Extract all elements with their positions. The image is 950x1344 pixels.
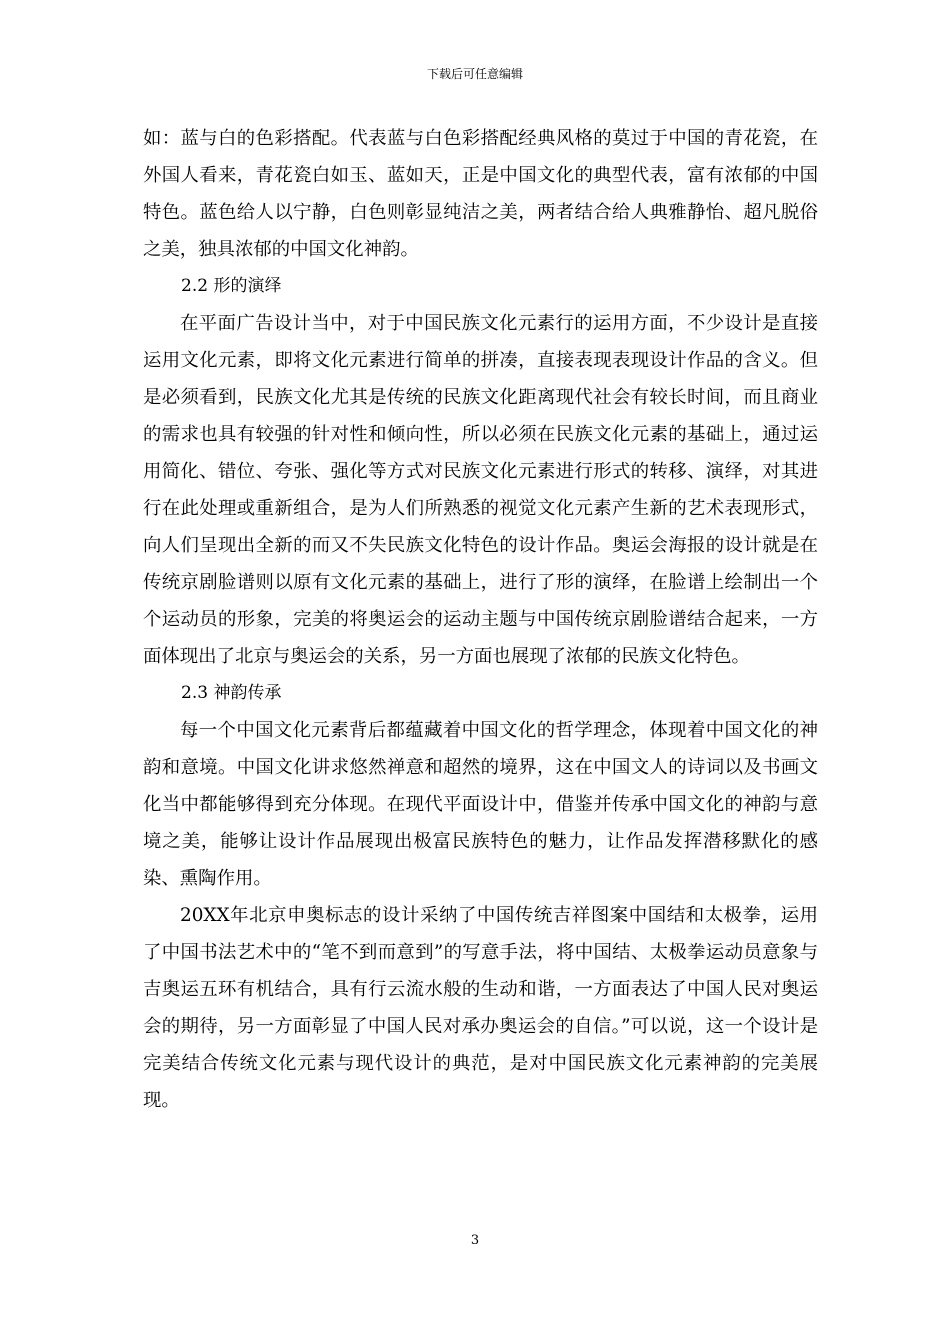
paragraph-form-interpretation: 在平面广告设计当中，对于中国民族文化元素行的运用方面，不少设计是直接运用文化元素，即将文化元素进行简单的拼凑，直接表现表现设计作品的含义。但是必须看到，民族文化尤其是传统的民族文化距离现代社会有较长时间，而且商业的需求也具有较强的针对性和倾向性，所以必须在民族文化元素的基础上，通过运用简化、错位、夸张、强化等方式对民族文化元素进行形式的转移、演绎，对其进行在此处理或重新组合，是为人们所熟悉的视觉文化元素产生新的艺术表现形式，向人们呈现出全新的而又不失民族文化特色的设计作品。奥运会海报的设计就是在传统京剧脸谱则以原有文化元素的基础上，进行了形的演绎，在脸谱上绘制出一个个运动员的形象，完美的将奥运会的运动主题与中国传统京剧脸谱结合起来，一方面体现出了北京与奥运会的关系，另一方面也展现了浓郁的民族文化特色。 <box>143 313 818 667</box>
paragraph-olympic-bid-logo: 20XX年北京申奥标志的设计采纳了中国传统吉祥图案中国结和太极拳，运用了中国书法艺术中的“笔不到而意到”的写意手法，将中国结、太极拳运动员意象与吉奥运五环有机结合，具有行云流水般的生动和谐，一方面表达了中国人民对奥运会的期待，另一方面彰显了中国人民对承办奥运会的自信。”可以说，这一个设计是完美结合传统文化元素与现代设计的典范，是对中国民族文化元素神韵的完美展现。 <box>143 905 818 1111</box>
section-heading-2-3: 2.3 神韵传承 <box>181 683 282 703</box>
page-number: 3 <box>470 1233 480 1248</box>
paragraph-color-matching: 如：蓝与白的色彩搭配。代表蓝与白色彩搭配经典风格的莫过于中国的青花瓷，在外国人看来，青花瓷白如玉、蓝如天，正是中国文化的典型代表，富有浓郁的中国特色。蓝色给人以宁静，白色则彰显纯洁之美，两者结合给人典雅静怡、超凡脱俗之美，独具浓郁的中国文化神韵。 <box>143 128 818 260</box>
section-heading-2-2: 2.2 形的演绎 <box>181 276 282 296</box>
page-header: 下载后可任意编辑 <box>426 67 523 81</box>
document-body <box>143 120 818 1119</box>
paragraph-charm-inheritance: 每一个中国文化元素背后都蕴藏着中国文化的哲学理念，体现着中国文化的神韵和意境。中国文化讲求悠然禅意和超然的境界，这在中国文人的诗词以及书画文化当中都能够得到充分体现。在现代平面设计中，借鉴并传承中国文化的神韵与意境之美，能够让设计作品展现出极富民族特色的魅力，让作品发挥潜移默化的感染、熏陶作用。 <box>143 720 818 889</box>
